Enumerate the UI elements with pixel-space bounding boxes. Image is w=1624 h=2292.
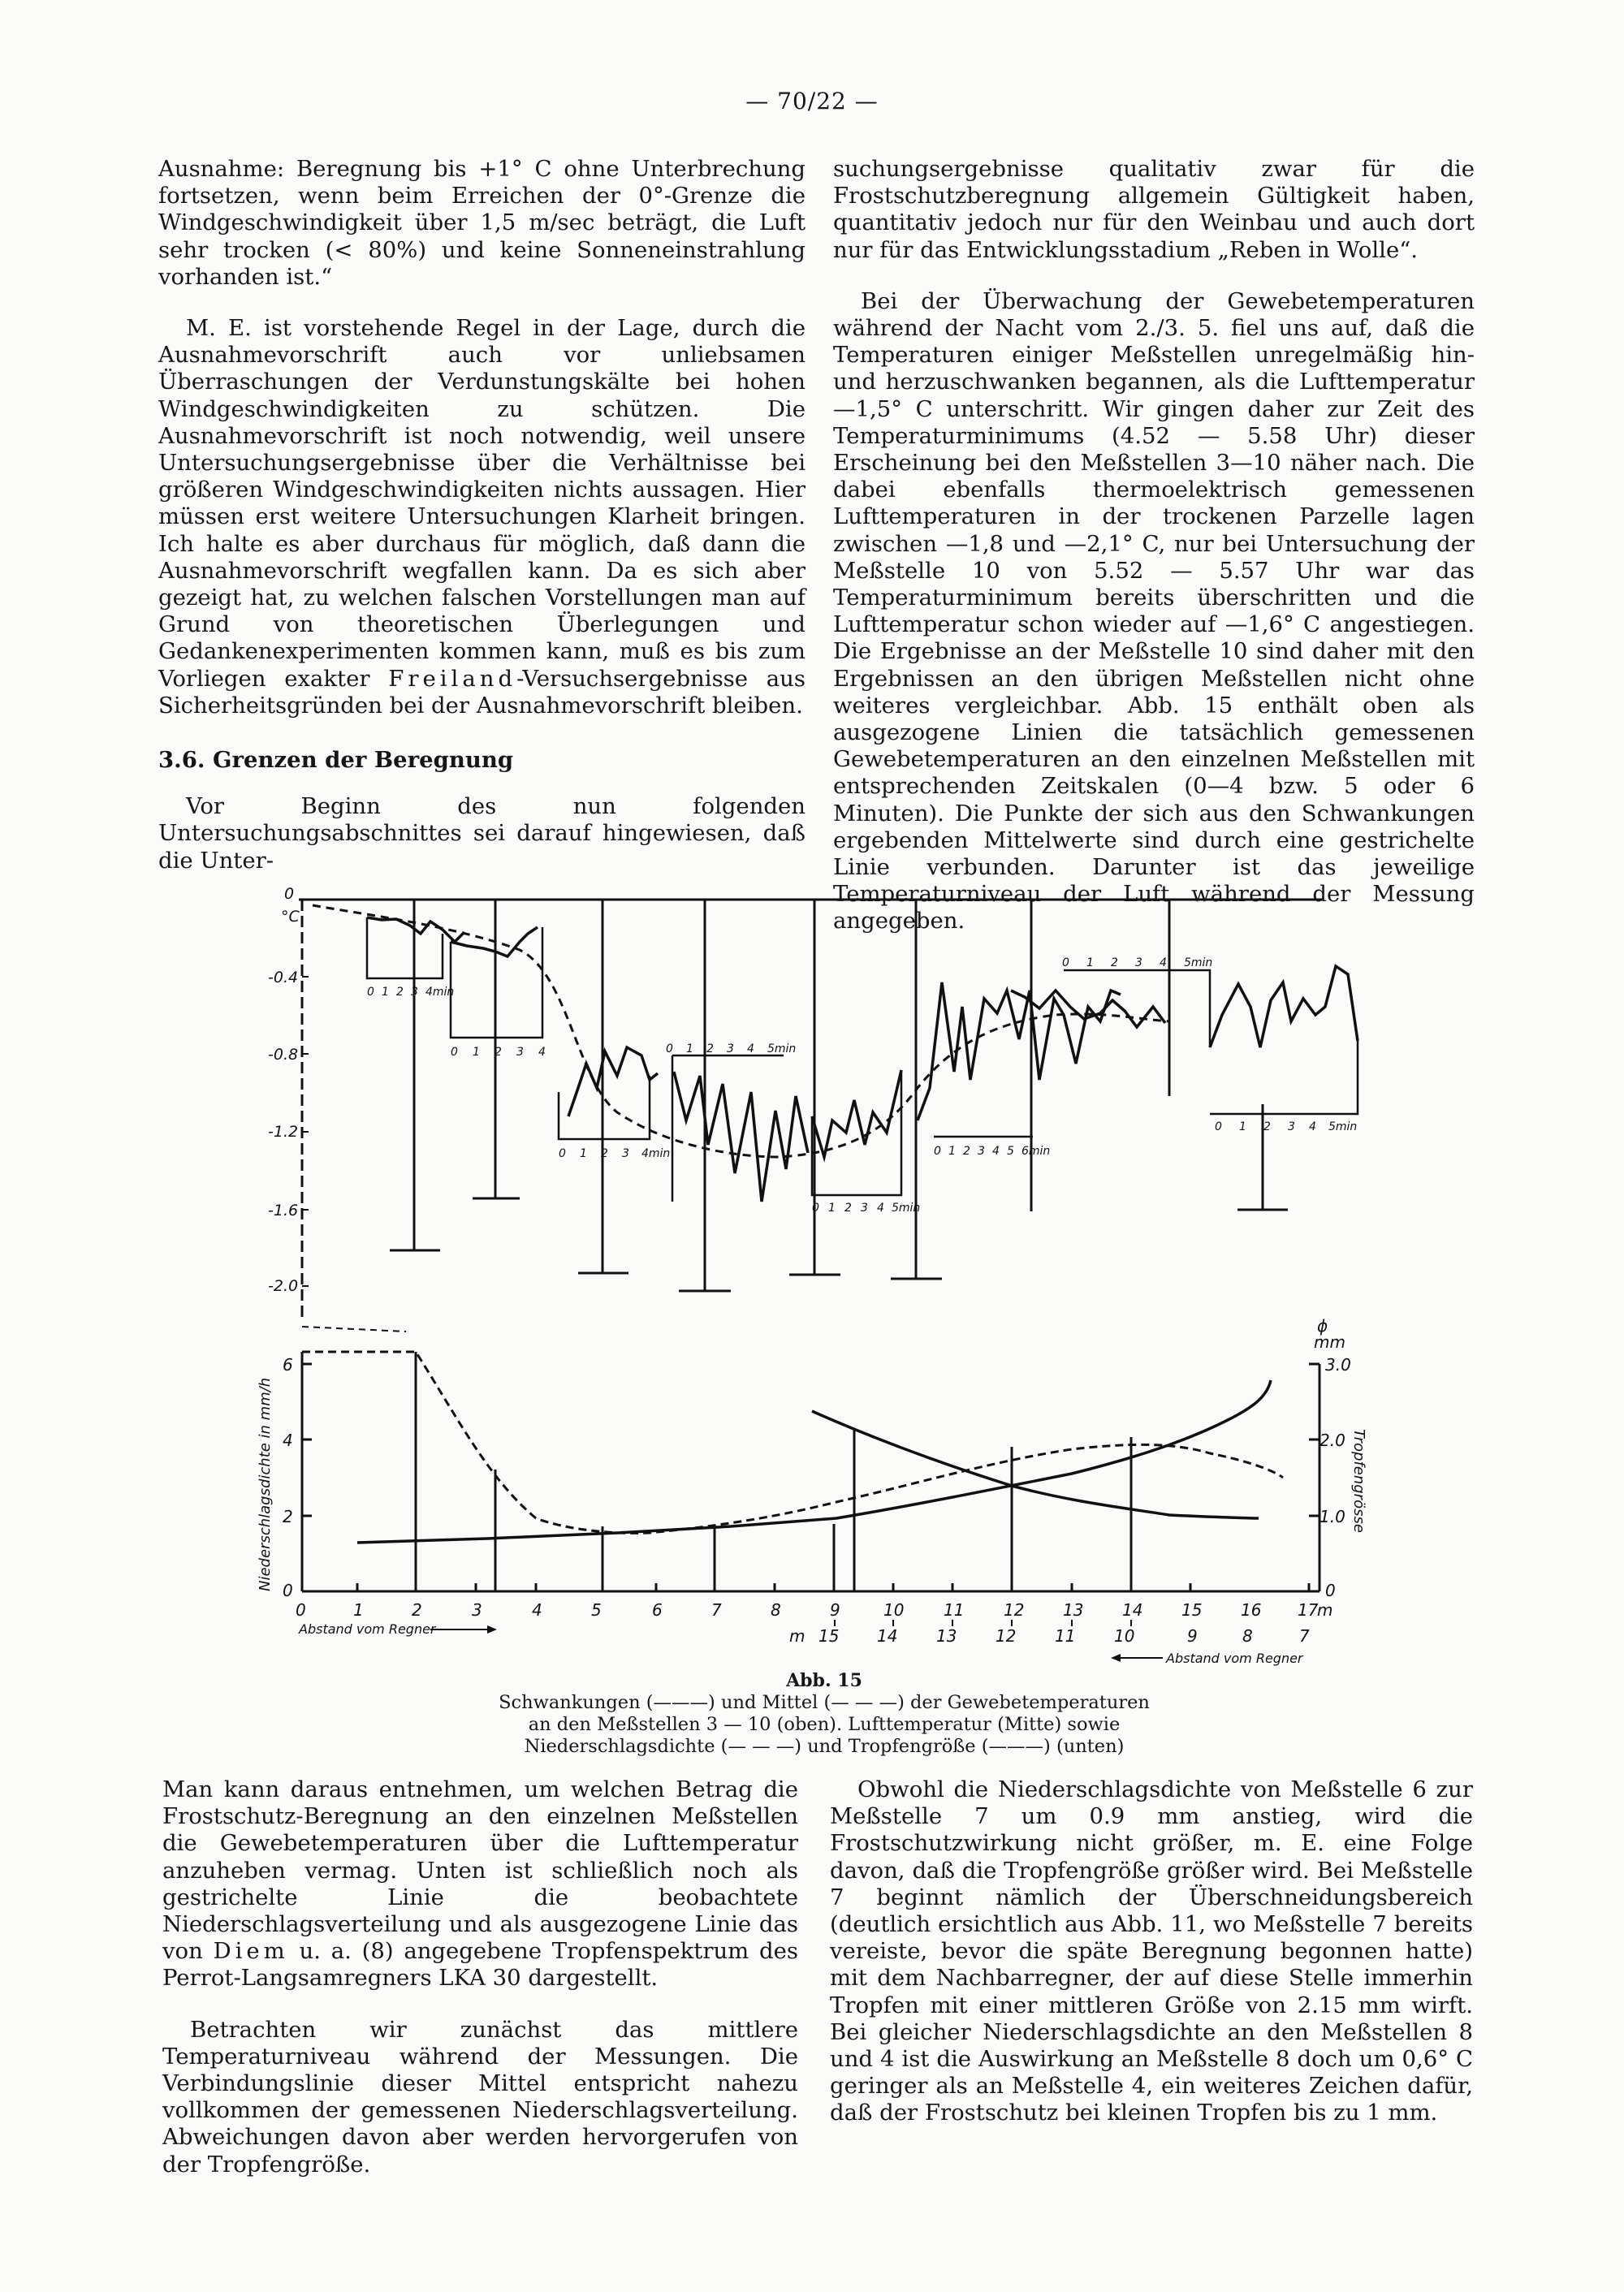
left-tick-label-4: 4 — [283, 1431, 293, 1450]
x2-axis-arrow-head — [1111, 1654, 1121, 1662]
ms5-tick-5: 5min — [892, 1202, 921, 1215]
ms1-tick-0: 0 — [367, 986, 374, 999]
x-tick-label-11: 11 — [944, 1600, 965, 1620]
x-axis-arrow-head — [487, 1625, 497, 1634]
right-axis-unit: mm — [1314, 1332, 1345, 1352]
x-tick-label-6: 6 — [652, 1600, 663, 1620]
ms1-tick-1: 1 — [382, 986, 389, 999]
top-y-tick-4: -1.6 — [268, 1202, 299, 1219]
ms3-tick-4: 4min — [641, 1147, 671, 1160]
bottom-labels — [283, 1316, 1351, 1600]
x-tick-label-17: 17 — [1298, 1600, 1319, 1620]
left-tick-label-2: 2 — [283, 1507, 293, 1526]
ms5-tick-3: 3 — [861, 1202, 868, 1215]
x-tick-label-12: 12 — [1004, 1600, 1025, 1620]
ms7-tick-1: 1 — [948, 1145, 956, 1158]
x-tick-label-13: 13 — [1063, 1600, 1084, 1620]
ms3-tick-2: 2 — [601, 1147, 608, 1160]
ms1-tick-2: 2 — [396, 986, 404, 999]
x-tick-label-7: 7 — [711, 1600, 722, 1620]
ms4-tick-5: 5min — [767, 1042, 797, 1055]
x2-tick-label-14: 14 — [877, 1626, 898, 1646]
ms7-tick-5: 5 — [1007, 1145, 1014, 1158]
x-unit: m — [1317, 1600, 1333, 1620]
top-y-unit: °C — [281, 908, 300, 926]
x-tick-label-5: 5 — [591, 1600, 602, 1620]
right-axis-label: Tropfengrösse — [1350, 1429, 1367, 1533]
ms5-tick-4: 4 — [877, 1202, 884, 1215]
x-tick-label-2: 2 — [412, 1600, 422, 1620]
trace-station-6 — [674, 1072, 808, 1202]
ms7-tick-3: 3 — [978, 1145, 985, 1158]
lower-right-paragraph-1: Obwohl die Niederschlagsdichte von Meßstelle 6 zur Meßstelle 7 um 0.9 mm anstieg, wird die Frostschutzwirkung nicht größer, m. E. eine Folge davon, daß die Tropfengröße größer wird. Bei Meßstelle 7 beginnt nämlich der Überschneidungsbereich (deutlich ersichtlich aus Abb. 11, wo Meßstelle 7 bereits vereiste, bevor die späte Beregnung begonnen hatte) mit dem Nachbarregner, der auf diese Stelle immerhin Tropfen mit einer mittleren Größe von 2.15 mm wirft. Bei gleicher Niederschlagsdichte an den Meßstellen 8 und 4 ist die Auswirkung an Meßstelle 8 doch um 0,6° C geringer als an Meßstelle 4, ein weiteres Zeichen dafür, daß der Frostschutz bei kleinen Tropfen bis zu 1 mm. — [830, 1776, 1473, 2126]
ms1-tick-3: 3 — [411, 986, 418, 999]
x2-tick-label-10: 10 — [1114, 1626, 1135, 1646]
left-paragraph-1: Ausnahme: Beregnung bis +1° C ohne Unterbrechung fortsetzen, wenn beim Erreichen der 0°-Grenze die Windgeschwindigkeit über 1,5 m/sec beträgt, die Luft sehr trocken (< 80%) und keine Sonneneinstrahlung vorhanden ist.“ — [158, 156, 806, 290]
ms6-tick-1: 1 — [1086, 956, 1094, 969]
x2-tick-label-8: 8 — [1242, 1626, 1253, 1646]
ms7-tick-0: 0 — [934, 1145, 941, 1158]
ms6-tick-2: 2 — [1111, 956, 1118, 969]
ms4-tick-2: 2 — [706, 1042, 714, 1055]
x2-tick-label-9: 9 — [1187, 1626, 1198, 1646]
left-paragraph-2b: -Versuchsergebnisse aus Sicherheitsgründen bei der Ausnahmevorschrift bleiben. — [158, 665, 806, 719]
x-tick-label-9: 9 — [830, 1600, 840, 1620]
ms8-tick-2: 2 — [1263, 1120, 1271, 1133]
ms2-tick-2: 2 — [495, 1046, 502, 1059]
ms4-tick-0: 0 — [666, 1042, 673, 1055]
x-tick-label-16: 16 — [1241, 1600, 1262, 1620]
trace-station-7 — [812, 1070, 901, 1157]
x-tick-label-3: 3 — [472, 1600, 482, 1620]
right-paragraph-2: Bei der Überwachung der Gewebetemperaturen während der Nacht vom 2./3. 5. fiel uns auf, daß die Temperaturen einiger Meßstellen unregelmäßig hin- und herzuschwanken begannen, als die Lufttemperatur —1,5° C unterschritt. Wir gingen daher zur Zeit des Temperaturminimums (4.52 — 5.58 Uhr) dieser Erscheinung bei den Meßstellen 3—10 näher nach. Die dabei ebenfalls thermoelektrisch gemessenen Lufttemperaturen in der trockenen Parzelle lagen zwischen —1,8 und —2,1° C, nur bei Untersuchung der Meßstelle 10 von 5.52 — 5.57 Uhr war das Temperaturminimum bereits überschritten und die Lufttemperatur schon wieder auf —1,6° C angestiegen. Die Ergebnisse an der Meßstelle 10 sind daher mit den Ergebnissen an den übrigen Meßstellen nicht ohne weiteres vergleichbar. Abb. 15 enthält oben als ausgezogene Linien die tatsächlich gemessenen Gewebetemperaturen an den einzelnen Meßstellen mit entsprechenden Zeitskalen (0—4 bzw. 5 oder 6 Minuten). Die Punkte der sich aus den Schwankungen ergebenden Mittelwerte sind durch eine gestrichelte Linie verbunden. Darunter ist das jeweilige Temperaturniveau der Luft während der Messung angegeben. — [833, 287, 1475, 934]
caption-text: Schwankungen (———) und Mittel (— — —) der Gewebetemperaturen an den Meßstellen 3 — 10 (oben). Lufttemperatur (Mitte) sowie Niederschlagsdichte (— — —) und Tropfengröße (———) (unten) — [499, 1692, 1150, 1757]
x-tick-label-0: 0 — [296, 1600, 306, 1620]
trace-station-10 — [1210, 966, 1358, 1047]
x2-unit: m — [789, 1626, 806, 1646]
x2-tick-label-13: 13 — [936, 1626, 957, 1646]
caption-title: Abb. 15 — [786, 1670, 862, 1691]
page-number: — 70/22 — — [745, 88, 879, 114]
right-axis-symbol: ϕ — [1317, 1316, 1328, 1336]
drop-size-curve-b — [812, 1411, 1259, 1518]
ms6-tick-3: 3 — [1135, 956, 1142, 969]
minute-scale-box-6 — [1064, 970, 1210, 1047]
ms5-tick-0: 0 — [812, 1202, 819, 1215]
right-tick-label-0: 0 — [1325, 1581, 1336, 1600]
x2-tick-label-7: 7 — [1299, 1626, 1310, 1646]
x-tick-label-8: 8 — [771, 1600, 781, 1620]
ms6-tick-5: 5min — [1184, 956, 1213, 969]
x2-axis-label: Abstand vom Regner — [1166, 1651, 1303, 1666]
x2-tick-labels — [789, 1626, 1310, 1646]
ms8-tick-4: 4 — [1309, 1120, 1316, 1133]
left-tick-label-6: 6 — [283, 1355, 293, 1375]
ms8-tick-0: 0 — [1215, 1120, 1222, 1133]
ms1-tick-4: 4min — [425, 986, 455, 999]
precipitation-density-curve — [302, 1352, 1283, 1533]
right-tick-label-1: 1.0 — [1320, 1507, 1345, 1526]
lower-left-paragraph-1: Man kann daraus entnehmen, um welchen Betrag die Frostschutz-Beregnung an den einzelnen Meßstellen die Gewebetemperaturen über die Lufttemperatur anzuheben vermag. Unten ist schließlich noch als gestrichelte Linie die beobachtete Niederschlagsverteilung und als ausgezogene Linie das von Diem u. a. (8) angegebene Tropfenspektrum des Perrot-Langsamregners LKA 30 dargestellt. — [162, 1776, 798, 1992]
ms2-tick-0: 0 — [451, 1046, 458, 1059]
ms7-tick-4: 4 — [992, 1145, 1000, 1158]
trace-station-5 — [568, 1047, 658, 1116]
ms6-tick-4: 4 — [1160, 956, 1167, 969]
top-y-tick-2: -0.8 — [268, 1046, 299, 1064]
x-axis-label: Abstand vom Regner — [299, 1621, 436, 1637]
x2-tickmarks — [835, 1620, 1131, 1626]
x-tick-labels — [296, 1600, 1332, 1620]
mean-tissue-temperature-curve — [313, 905, 1169, 1157]
ms4-tick-4: 4 — [747, 1042, 754, 1055]
left-axis-label: Niederschlagsdichte in mm/h — [257, 1377, 274, 1591]
right-tick-label-2: 2.0 — [1320, 1431, 1345, 1450]
ms7-tick-2: 2 — [963, 1145, 970, 1158]
top-y-tick-1: -0.4 — [268, 969, 299, 986]
top-y-tick-5: -2.0 — [268, 1277, 299, 1295]
ms8-tick-1: 1 — [1239, 1120, 1246, 1133]
ms2-tick-3: 3 — [516, 1046, 524, 1059]
ms4-tick-3: 3 — [727, 1042, 734, 1055]
right-paragraph-1: suchungsergebnisse qualitativ zwar für die Frostschutzberegnung allgemein Gültigkeit haben, quantitativ jedoch nur für den Weinbau und auch dort nur für das Entwicklungsstadium „Reben in Wolle“. — [833, 156, 1475, 263]
top-y-tick-3: -1.2 — [268, 1123, 299, 1141]
ms3-tick-1: 1 — [580, 1147, 587, 1160]
left-paragraph-2a: M. E. ist vorstehende Regel in der Lage, durch die Ausnahmevorschrift auch vor unliebsamen Überraschungen der Verdunstungskälte bei hohen Windgeschwindigkeiten zu schützen. Die Ausnahmevorschrift ist noch notwendig, weil unsere Untersuchungsergebnisse über die Verhältnisse bei größeren Windgeschwindigkeiten nichts aussagen. Hier müssen erst weitere Untersuchungen Klarheit bringen. Ich halte es aber durchaus für möglich, daß dann die Ausnahmevorschrift wegfallen kann. Da es sich aber gezeigt hat, zu welchen falschen Vorstellungen man auf Grund von theoretischen Überlegungen und Gedankenexperimenten kommen kann, muß es bis zum Vorliegen exakter — [158, 315, 806, 692]
right-tick-label-3: 3.0 — [1325, 1355, 1351, 1375]
x-tick-label-1: 1 — [353, 1600, 364, 1620]
top-y-ticks — [268, 885, 300, 1295]
x2-tick-label-15: 15 — [818, 1626, 840, 1646]
station-markers — [390, 900, 1288, 1291]
bottom-station-lines — [416, 1352, 1131, 1591]
spaced-word-freiland: Freiland — [388, 665, 517, 692]
x-tick-label-14: 14 — [1122, 1600, 1143, 1620]
top-y-tick-0: 0 — [284, 885, 295, 903]
minute-scale-box-8 — [1210, 1041, 1358, 1114]
figure-caption — [487, 1670, 1161, 1758]
lower-left-paragraph-2: Betrachten wir zunächst das mittlere Temperaturniveau während der Messungen. Die Verbindungslinie dieser Mittel entspricht nahezu vollkommen der gemessenen Niederschlagsverteilung. Abweichungen davon aber werden hervorgerufen von der Tropfengröße. — [162, 2016, 798, 2178]
ms3-tick-0: 0 — [559, 1147, 566, 1160]
left-tick-label-0: 0 — [283, 1581, 293, 1600]
section-heading: 3.6. Grenzen der Beregnung — [158, 747, 514, 774]
ms3-tick-3: 3 — [622, 1147, 629, 1160]
x-tick-label-10: 10 — [883, 1600, 905, 1620]
lower-right-column — [830, 1776, 1473, 2152]
minute-scale-box-1 — [367, 917, 443, 978]
x2-tick-label-12: 12 — [996, 1626, 1017, 1646]
ms5-tick-2: 2 — [844, 1202, 852, 1215]
ms8-tick-3: 3 — [1288, 1120, 1295, 1133]
minute-scale-labels — [367, 956, 1357, 1215]
ms6-tick-0: 0 — [1062, 956, 1069, 969]
ms2-tick-4: 4 — [538, 1046, 546, 1059]
ms5-tick-1: 1 — [828, 1202, 836, 1215]
ms8-tick-5: 5min — [1328, 1120, 1358, 1133]
ms4-tick-1: 1 — [686, 1042, 693, 1055]
trace-station-8 — [918, 982, 1121, 1120]
lower-left-column — [162, 1776, 798, 2203]
x2-tick-label-11: 11 — [1055, 1626, 1076, 1646]
left-paragraph-3: Vor Beginn des nun folgenden Untersuchungsabschnittes sei darauf hingewiesen, daß die Unter- — [158, 793, 806, 874]
panel-divider — [302, 1327, 406, 1332]
ms7-tick-6: 6min — [1021, 1145, 1051, 1158]
x-tick-label-4: 4 — [532, 1600, 542, 1620]
ms2-tick-1: 1 — [473, 1046, 480, 1059]
x-tick-label-15: 15 — [1181, 1600, 1203, 1620]
bottom-panel-axes — [302, 1352, 1320, 1591]
